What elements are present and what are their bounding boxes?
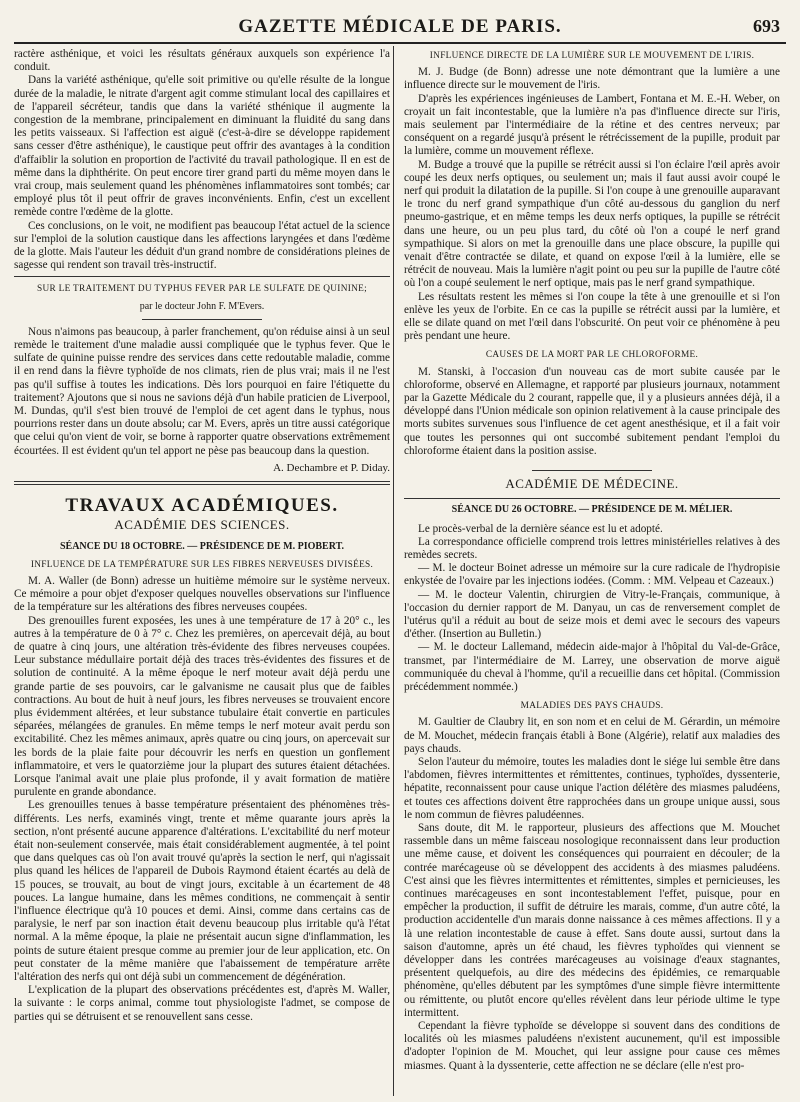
paragraph: L'explication de la plupart des observations précédentes est, d'après M. Waller, la suivante : le corps animal, comme tout physiologiste l'admet, se compose de parties qui se détruisent et se renouvellent sans cesse. [14, 984, 390, 1023]
paragraph: M. J. Budge (de Bonn) adresse une note démontrant que la lumière a une influence directe sur le mouvement de l'iris. [404, 66, 780, 92]
paragraph: ractère asthénique, et voici les résultats généraux auxquels son expérience l'a conduit. [14, 48, 390, 74]
section-title: MALADIES DES PAYS CHAUDS. [520, 701, 664, 712]
academy-heading: ACADÉMIE DE MÉDECINE. [505, 476, 679, 492]
section-title: SUR LE TRAITEMENT DU TYPHUS FEVER PAR LE SULFATE DE QUININE; [37, 284, 367, 295]
divider [404, 498, 780, 499]
paragraph: M. Stanski, à l'occasion d'un nouveau cas de mort subite causée par le chloroforme, observé en Allemagne, et rapporté par plusieurs journaux, notamment par la Gazette Médicale du 2 courant, rappelle que, il y a plusieurs années déjà, il a développé dans l'Union médicale son opinion relativement à la cause principale des morts subites survenues sous l'influence de cet agent anesthésique, et il a fait voir que toutes les personnes qui ont succombé subitement pendant l'emploi du chloroforme étaient dans la position assise. [404, 365, 780, 457]
paragraph: — M. le docteur Boinet adresse un mémoire sur la cure radicale de l'hydropisie enkystée de l'ovaire par les injections iodées. (Comm. : MM. Velpeau et Cazeaux.) [404, 562, 780, 588]
academy-heading: ACADÉMIE DES SCIENCES. [114, 517, 290, 533]
paragraph: D'après les expériences ingénieuses de Lambert, Fontana et M. E.-H. Weber, on croyait un fait incontestable, que la lumière n'a pas d'influence directe sur l'iris, mais seulement par l'intermédiaire de la rétine et des centres nerveux; par conséquent on a regardé jusqu'à présent le rétrécissement de la pupille, produit par la lumière, comme un mouvement réflexe. [404, 92, 780, 158]
session-heading: SÉANCE DU 18 OCTOBRE. — PRÉSIDENCE DE M. PIOBERT. [59, 540, 345, 552]
paragraph: Les grenouilles tenues à basse température présentaient des phénomènes très-différents. Les nerfs, examinés vingt, trente et même quarante jours après la section, n'ont présenté aucune apparence d'altérations. L'excitabilité du nerf moteur était non-seulement conservée, mais était considérablement augmentée, à tel point que dans quelques cas où l'on avait trouvé qu'après la section le nerf, qui n'agissait plus quand les hélices de l'appareil de Dubois Raymond étaient écartés au delà de 15 pouces, se trouvait, au bout de vingt jours, excitable à un écartement de 48 pouces. La langue humaine, dans les mêmes conditions, ne commençait à sentir l'influence électrique qu'à 10 pouces et demi. Ainsi, comme dans certains cas de paralysie, le nerf par son inaction était devenu beaucoup plus irritable qu'à l'état normal. A la même époque, la plaie ne présentait aucun signe d'inflammation, les points de suture étaient presque comme au premier jour de leur application, etc. On peut constater de la même manière que l'abaissement de température arrête l'altération des nerfs qui ont déjà subi un commencement de dégénération. [14, 799, 390, 983]
paragraph: Nous n'aimons pas beaucoup, à parler franchement, qu'on réduise ainsi à un seul remède le traitement d'une maladie aussi compliquée que le typhus fever. Que le sulfate de quinine puisse rendre des services dans cette redoutable maladie, comme il en rend dans la fièvre typhoïde de nos climats, rien de plus vrai; mais il ne l'est pas qu'il suffise à toutes les indications. Dès lors pourquoi en faire l'étiquette du traitement? Ajoutons que si nous ne savions déjà d'un habile praticien de Liverpool, M. Dundas, qu'il s'est bien trouvé de l'emploi de cet agent dans le typhus, nous pourrions rester dans un doute absolu; car M. Evers, après un titre aussi catégorique que celui qu'on vient de voir, se borne à rapporter quatre observations extrêmement écourtées. Il est évident qu'un tel apport ne pèse pas beaucoup dans la question. [14, 325, 390, 457]
column-divider [393, 46, 394, 1096]
divider [532, 470, 652, 471]
paragraph: M. A. Waller (de Bonn) adresse un huitième mémoire sur le système nerveux. Ce mémoire a pour objet d'exposer quelques nouvelles observations sur l'influence de la température sur les altérations des fibres nerveuses coupées. [14, 574, 390, 614]
divider [14, 276, 390, 277]
paragraph: Selon l'auteur du mémoire, toutes les maladies dont le siége lui semble être dans l'abdomen, fièvres intermittentes et rémittentes, continues, typhoïdes, dyssenterie, hépatite, reconnaissent pour cause unique l'action délétère des miasmes paludéens, et toutes ces affections doivent être rapprochées dans un groupe unique aussi, sous le nom commun de fièvres paludéennes. [404, 755, 780, 821]
right-column [404, 48, 780, 1073]
paragraph: Des grenouilles furent exposées, les unes à une température de 17 à 20° c., les autres à la température de 0 à 7° c. Chez les premières, on apercevait déjà, au bout de quatre à cinq jours, une altération très-évidente des fibres nerveuses coupées. Leur substance médullaire portait déjà des traces très-évidentes des fissures et de solution de continuité. A la même époque le nerf moteur avait déjà perdu une grande partie de ses pouvoirs, car le galvanisme ne causait plus que de faibles contractions. Au bout de huit à neuf jours, les fibres nerveuses se trouvaient encore plus évidemment altérées, et leur substance tubulaire était convertie en particules séparées, mélangées de granules. En même temps le nerf moteur avait perdu son excitabilité. Chez les mêmes animaux, après quatre ou cinq jours, on apercevait sur les bords de la plaie faite pour découvrir les nerfs en question un gonflement inflammatoire, et vers le quatorzième jour la plupart des sutures étaient détachées. Lorsque l'animal avait une plaie plus profonde, il y avait formation de matière purulente en grande abondance. [14, 614, 390, 799]
section-title: CAUSES DE LA MORT PAR LE CHLOROFORME. [485, 350, 699, 361]
paragraph: M. Gaultier de Claubry lit, en son nom et en celui de M. Gérardin, un mémoire de M. Mouchet, médecin français établi à Bone (Algérie), relatif aux maladies des pays chauds. [404, 716, 780, 755]
divider [142, 319, 262, 320]
paragraph: M. Budge a trouvé que la pupille se rétrécit aussi si l'on éclaire l'œil après avoir coupé les deux nerfs optiques, ou seulement un; mais il faut aussi avoir coupé le nerf qui produit la dilatation de la pupille. Si l'on coupe à une grenouille auparavant le tronc du nerf grand sympathique d'un côté au-dessous du ganglion du nerf pneumo-gastrique, et en même temps les deux nerfs optiques, la pupille se rétrécit dans une heure, ou un peu plus tard, du côté où l'on a coupé le nerf grand sympathique. Si alors on met la grenouille dans une place obscure, la pupille qui venait d'être contractée se dilate, et quand on expose l'œil à la lumière, elle se rétrécit de nouveau. Mais la lumière n'agit point ou peu sur la pupille de l'autre côté où l'on a coupé seulement le nerf optique, mais pas le nerf grand sympathique. [404, 158, 780, 290]
paragraph: Dans la variété asthénique, qu'elle soit primitive ou qu'elle résulte de la longue durée de la maladie, le nitrate d'argent agit comme stimulant local des capillaires et de l'appareil sécréteur, tandis que dans la variété sthénique il augmente la congestion de la membrane, principalement en diminuant la fluidité du sang dans les petits vaisseaux. Si l'affection est aiguë (c'est-à-dire se développe rapidement sans cesser d'être asthénique), le caustique peut offrir des avantages à la condition d'affaiblir la solution en proportion de l'activité du travail pathologique. Il en est de même dans la diphthérite. On peut encore tirer grand parti du même moyen dans le vrai croup, mais seulement quand les phénomènes inflammatoires sont tombés; car employé plus tôt il peut offrir de graves inconvénients. Enfin, c'est un excellent remède contre l'œdème de la glotte. [14, 74, 390, 219]
paragraph: La correspondance officielle comprend trois lettres ministérielles relatives à des remèdes secrets. [404, 535, 780, 561]
session-heading: SÉANCE DU 26 OCTOBRE. — PRÉSIDENCE DE M. MÉLIER. [451, 504, 733, 516]
journal-title: GAZETTE MÉDICALE DE PARIS. [238, 16, 562, 37]
paragraph: — M. le docteur Valentin, chirurgien de Vitry-le-Français, communique, à l'occasion du dernier rapport de M. Danyau, un cas de renversement complet de l'utérus qu'il a réduit au bout de seize mois et demi avec le secours des vapeurs d'éther. (Insertion au Bulletin.) [404, 588, 780, 641]
section-author: par le docteur John F. M'Evers. [139, 300, 265, 312]
page-number: 693 [753, 16, 780, 36]
section-heading: TRAVAUX ACADÉMIQUES. [65, 495, 339, 517]
section-title: INFLUENCE DE LA TEMPÉRATURE SUR LES FIBRES NERVEUSES DIVISÉES. [30, 559, 374, 570]
left-column [14, 48, 390, 1024]
paragraph: Les résultats restent les mêmes si l'on coupe la tête à une grenouille et si l'on enlève les yeux de l'orbite. En ce cas la pupille se rétrécit aussi par la lumière, et elle se dilate quand on met l'œil dans l'obscurité. On peut voir ce phénomène à peu près pendant une heure. [404, 290, 780, 343]
divider [14, 481, 390, 485]
paragraph: Cependant la fièvre typhoïde se développe si souvent dans des conditions de localités où les miasmes paludéens n'existent aucunement, qu'il est impossible d'adopter l'opinion de M. Mouchet, qui leur assigne pour cause ces mêmes miasmes. Quant à la dyssenterie, cette affection ne se déclare (elle n'est pro- [404, 1020, 780, 1072]
paragraph: — M. le docteur Lallemand, médecin aide-major à l'hôpital du Val-de-Grâce, transmet, par l'intermédiaire de M. Larrey, une observation de morve aiguë communiquée du cheval à l'homme, qu'il a recueillie dans cet hôpital. (Commission précédemment nommée.) [404, 641, 780, 693]
section-title: INFLUENCE DIRECTE DE LA LUMIÈRE SUR LE MOUVEMENT DE L'IRIS. [429, 51, 755, 61]
signature: A. Dechambre et P. Diday. [273, 461, 390, 474]
paragraph: Le procès-verbal de la dernière séance est lu et adopté. [418, 522, 663, 535]
paragraph: Sans doute, dit M. le rapporteur, plusieurs des affections que M. Mouchet rassemble dans un même faisceau nosologique reconnaissent dans leur production une même cause, et doivent les conséquences qui pourraient en découler; de la contrée marécageuse où se développent des accidents à des miasmes paludéens. C'est ainsi que les fièvres intermittentes et rémittentes, simples et pernicieuses, les continues marécageuses en sont incontestablement l'effet, puisque, pour en empêcher la production, il suffit de détruire les marais, comme, d'un autre côté, la production accidentelle d'un marais donne naissance à ces mêmes affections. Il y a là une relation incontestable de cause à effet. Sans doute aussi, surtout dans la saison d'automne, après un été chaud, les fièvres typhoïdes qui viennent se développer dans les contrées marécageuses au voisinage d'eaux stagnantes, présentent quelquefois, au dire des médecins des épidémies, ce remarquable phénomène, qu'elles débutent par les symptômes d'une simple fièvre intermittente ou rémittente, ou plutôt encore qu'elles révèlent dans leur période ultime le type intermittent. [404, 821, 780, 1019]
page-header [14, 6, 786, 44]
paragraph: Ces conclusions, on le voit, ne modifient pas beaucoup l'état actuel de la science sur l'emploi de la solution caustique dans les affections laryngées et dans l'œdème de la glotte. Mais l'auteur les déduit d'un grand nombre de considérations pleines de sagesse qui rendent son travail très-instructif. [14, 219, 390, 272]
